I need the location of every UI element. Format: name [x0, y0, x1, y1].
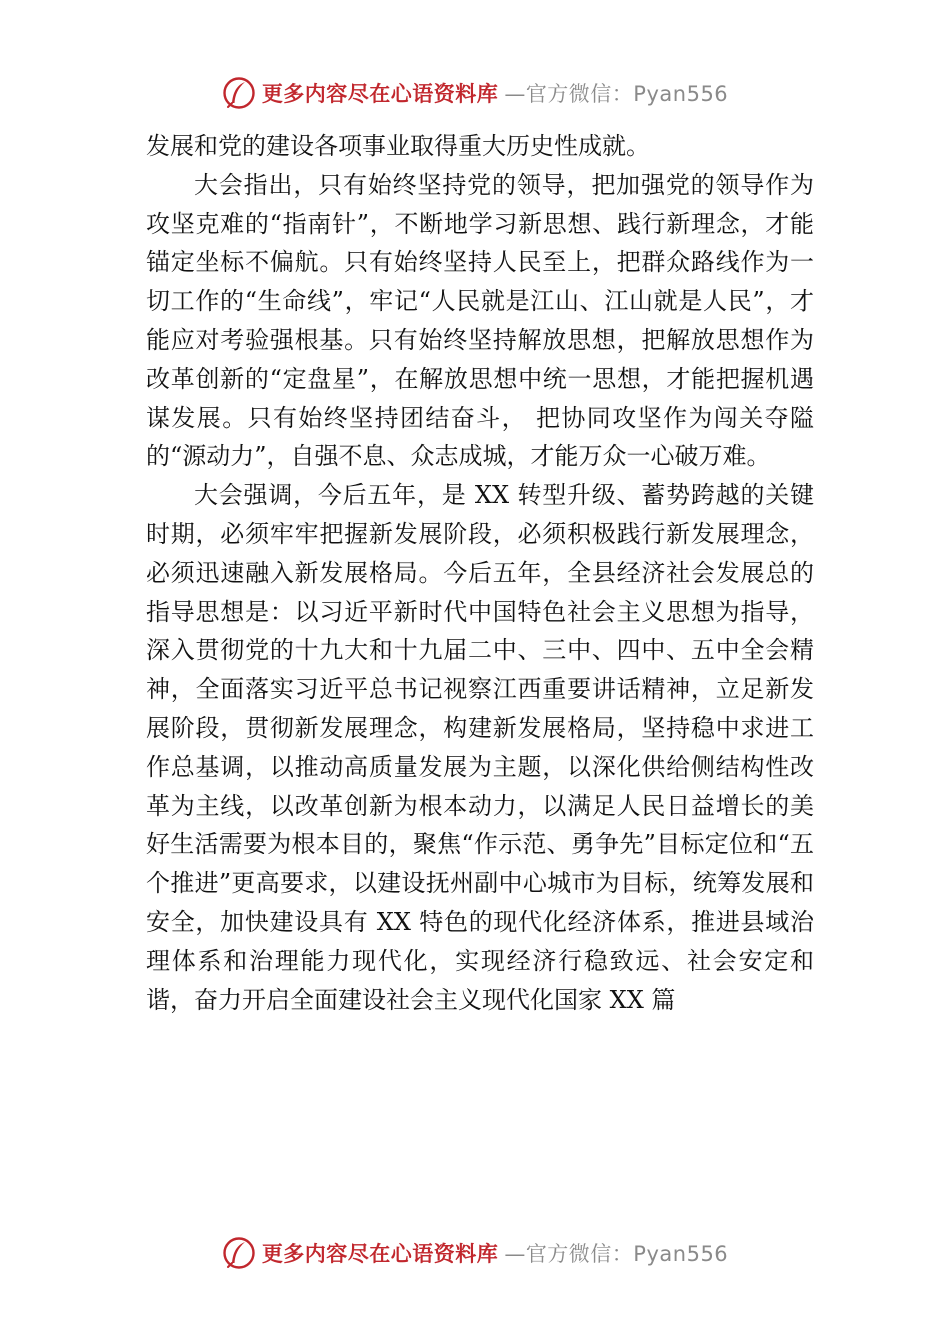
paragraph-continuation: 发展和党的建设各项事业取得重大历史性成就。: [146, 132, 650, 160]
watermark-brand-text: 更多内容尽在心语资料库: [261, 81, 499, 106]
paragraph-conference-points: 大会指出，只有始终坚持党的领导，把加强党的领导作为攻坚克难的“指南针”，不断地学习新思想、践行新理念，才能锚定坐标不偏航。只有始终坚持人民至上，把群众路线作为一切工作的“生命线”，牢记“人民就是江山、江山就是人民”，才能应对考验强根基。只有始终坚持解放思想，把解放思想作为改革创新的“定盘星”，在解放思想中统一思想，才能把握机遇谋发展。只有始终坚持团结奋斗， 把协同攻坚作为闯关夺隘的“源动力”，自强不息、众志成城，才能万众一心破万难。: [146, 170, 814, 471]
paragraph-conference-emphasis: 大会强调，今后五年，是 XX 转型升级、蓄势跨越的关键时期，必须牢牢把握新发展阶段，必须积极践行新发展理念，必须迅速融入新发展格局。今后五年，全县经济社会发展总的指导思想是：以习近平新时代中国特色社会主义思想为指导， 深入贯彻党的十九大和十九届二中、三中、四中、五中全会精神，全面落实习近平总书记视察江西重要讲话精神，立足新发展阶段，贯彻新发展理念，构建新发展格局，坚持稳中求进工作总基调，以推动高质量发展为主题，以深化供给侧结构性改革为主线，以改革创新为根本动力，以满足人民日益增长的美好生活需要为根本目的，聚焦“作示范、勇争先”目标定位和“五个推进”更高要求，以建设抚州副中心城市为目标，统筹发展和安全，加快建设具有 XX 特色的现代化经济体系，推进县域治理体系和治理能力现代化，实现经济行稳致远、社会安定和谐，奋力开启全面建设社会主义现代化国家 XX 篇: [146, 481, 814, 1014]
watermark-brand-text: 更多内容尽在心语资料库: [261, 1241, 499, 1266]
header-watermark: [0, 73, 950, 113]
footer-watermark: [0, 1233, 950, 1273]
watermark-contact-text: —官方微信：Pyan556: [504, 82, 729, 106]
document-body: [146, 127, 814, 1019]
feather-pen-logo-icon: [222, 76, 256, 110]
feather-pen-logo-icon: [222, 1236, 256, 1270]
watermark-contact-text: —官方微信：Pyan556: [504, 1242, 729, 1266]
